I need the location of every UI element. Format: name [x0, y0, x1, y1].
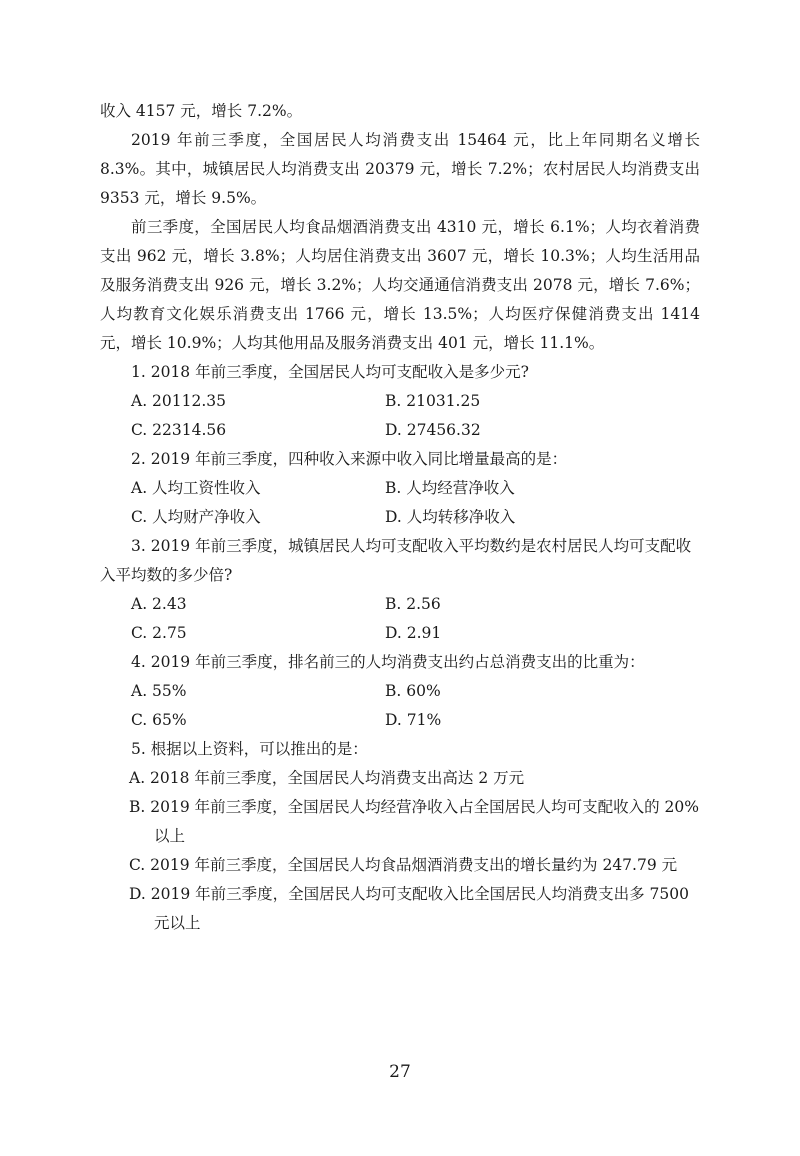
paragraph-income-tail: 收入 4157 元，增长 7.2%。	[100, 102, 303, 120]
question-4-options-row-2	[100, 706, 700, 735]
question-1-options-row-1	[100, 387, 700, 416]
question-1-option-a: A. 20112.35	[131, 392, 227, 410]
question-4-option-b: B. 60%	[385, 682, 441, 700]
question-2-option-a: A. 人均工资性收入	[131, 479, 261, 497]
question-5-option-a: A. 2018 年前三季度，全国居民人均消费支出高达 2 万元	[129, 769, 525, 787]
question-1-options-row-2	[100, 416, 700, 445]
question-5-option-c: C. 2019 年前三季度，全国居民人均食品烟酒消费支出的增长量约为 247.79 元	[129, 856, 678, 874]
question-3-options-row-2	[100, 619, 700, 648]
question-4-options-row-1	[100, 677, 700, 706]
question-3-options-row-1	[100, 590, 700, 619]
question-4-option-a: A. 55%	[131, 682, 187, 700]
question-1-option-c: C. 22314.56	[131, 421, 227, 439]
question-1-option-d: D. 27456.32	[385, 421, 481, 439]
question-5-stem: 5. 根据以上资料，可以推出的是：	[131, 740, 368, 758]
question-2-options-row-2	[100, 503, 700, 532]
question-2-stem: 2. 2019 年前三季度，四种收入来源中收入同比增量最高的是：	[131, 450, 568, 468]
question-4-option-d: D. 71%	[385, 711, 442, 729]
question-3-option-d: D. 2.91	[385, 624, 442, 642]
document-body	[100, 97, 700, 938]
question-3-option-a: A. 2.43	[131, 595, 187, 613]
question-4-stem: 4. 2019 年前三季度，排名前三的人均消费支出约占总消费支出的比重为：	[131, 653, 645, 671]
question-1-stem: 1. 2018 年前三季度，全国居民人均可支配收入是多少元?	[131, 363, 529, 381]
question-3-stem: 3. 2019 年前三季度，城镇居民人均可支配收入平均数约是农村居民人均可支配收入平均数的多少倍?	[100, 537, 692, 584]
question-5-option-d: D. 2019 年前三季度，全国居民人均可支配收入比全国居民人均消费支出多 7500 元以上	[129, 885, 689, 932]
question-2-options-row-1	[100, 474, 700, 503]
question-3-option-b: B. 2.56	[385, 595, 441, 613]
question-4-option-c: C. 65%	[131, 711, 187, 729]
paragraph-consumption-breakdown: 前三季度，全国居民人均食品烟酒消费支出 4310 元，增长 6.1%；人均衣着消费支出 962 元，增长 3.8%；人均居住消费支出 3607 元，增长 10.3%；人均生活用品及服务消费支出 926 元，增长 3.2%；人均交通通信消费支出 2078 元，增长 7.6%；人均教育文化娱乐消费支出 1766 元，增长 13.5%；人均医疗保健消费支出 1414 元，增长 10.9%；人均其他用品及服务消费支出 401 元，增长 11.1%。	[100, 218, 700, 352]
question-1-option-b: B. 21031.25	[385, 392, 481, 410]
paragraph-consumption-overview: 2019 年前三季度，全国居民人均消费支出 15464 元，比上年同期名义增长 8.3%。其中，城镇居民人均消费支出 20379 元，增长 7.2%；农村居民人均消费支出 9353 元，增长 9.5%。	[100, 131, 700, 207]
question-2-option-d: D. 人均转移净收入	[385, 508, 516, 526]
question-2-option-b: B. 人均经营净收入	[385, 479, 515, 497]
page-number: 27	[389, 1062, 411, 1082]
question-5-option-b: B. 2019 年前三季度，全国居民人均经营净收入占全国居民人均可支配收入的 20% 以上	[129, 798, 699, 845]
question-3-option-c: C. 2.75	[131, 624, 187, 642]
question-2-option-c: C. 人均财产净收入	[131, 508, 261, 526]
